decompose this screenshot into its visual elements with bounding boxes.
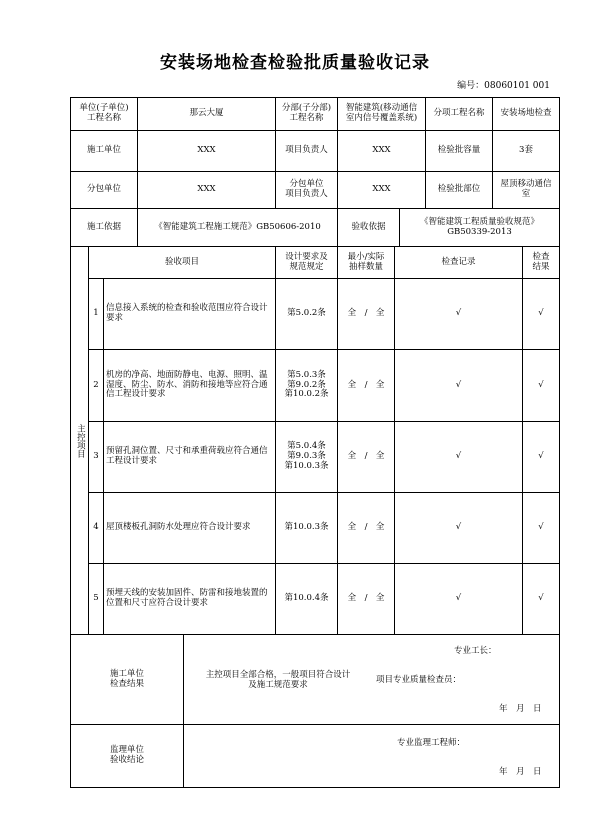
batch-capacity-value: 3套: [493, 131, 559, 172]
row-spec: 第5.0.2条: [276, 279, 338, 350]
row-sample: 全 / 全: [338, 279, 395, 350]
row-number: 1: [89, 279, 104, 350]
project-manager-value: XXX: [338, 131, 426, 172]
row-sample: 全 / 全: [338, 422, 395, 493]
row-result: √: [523, 422, 559, 493]
row-record: √: [395, 279, 523, 350]
supervise-conclusion-area: [184, 725, 559, 787]
acceptance-basis-label: 验收依据: [338, 209, 400, 247]
row-record: √: [395, 422, 523, 493]
supervise-date: 年 月 日: [499, 767, 542, 777]
project-manager-label: 项目负责人: [276, 131, 338, 172]
row-number: 5: [89, 564, 104, 635]
row-sample: 全 / 全: [338, 564, 395, 635]
row-item-text: 机房的净高、地面防静电、电源、照明、温湿度、防尘、防水、消防和接地等应符合通信工程设计要求: [104, 350, 276, 422]
construct-result-area: [184, 635, 559, 725]
item-name-value: 安装场地检查: [493, 98, 559, 131]
acceptance-basis-value: 《智能建筑工程质量验收规范》 GB50339-2013: [400, 209, 559, 247]
document-number: 编号：08060101 001: [457, 81, 550, 91]
subcontract-unit-label: 分包单位: [71, 172, 138, 209]
row-spec: 第10.0.3条: [276, 493, 338, 564]
column-header-sample: 最小/实际 抽样数量: [338, 247, 395, 279]
unit-name-label: 单位(子单位) 工程名称: [71, 98, 138, 131]
row-record: √: [395, 564, 523, 635]
unit-name-value: 那云大厦: [138, 98, 276, 131]
row-spec: 第5.0.4条 第9.0.3条 第10.0.3条: [276, 422, 338, 493]
row-item-text: 信息接入系统的检查和验收范围应符合设计要求: [104, 279, 276, 350]
construct-unit-value: XXX: [138, 131, 276, 172]
supervise-conclusion-label: 监理单位 验收结论: [71, 725, 184, 787]
row-result: √: [523, 279, 559, 350]
batch-capacity-label: 检验批容量: [426, 131, 493, 172]
construct-basis-value: 《智能建筑工程施工规范》GB50606-2010: [138, 209, 338, 247]
construct-result-text: 主控项目全部合格，一般项目符合设计 及施工规范要求: [205, 670, 351, 690]
branch-name-value: 智能建筑(移动通信 室内信号覆盖系统): [338, 98, 426, 131]
row-result: √: [523, 350, 559, 422]
construct-result-label: 施工单位 检查结果: [71, 635, 184, 725]
column-header-result: 检查 结果: [523, 247, 559, 279]
subcontract-unit-value: XXX: [138, 172, 276, 209]
column-header-record: 检查记录: [395, 247, 523, 279]
row-record: √: [395, 350, 523, 422]
row-spec: 第10.0.4条: [276, 564, 338, 635]
row-result: √: [523, 493, 559, 564]
batch-part-label: 检验批部位: [426, 172, 493, 209]
foreman-label: 专业工长：: [454, 646, 497, 656]
row-item-text: 预留孔洞位置、尺寸和承重荷载应符合通信工程设计要求: [104, 422, 276, 493]
construct-basis-label: 施工依据: [71, 209, 138, 247]
row-spec: 第5.0.3条 第9.0.2条 第10.0.2条: [276, 350, 338, 422]
row-item-text: 预埋天线的安装加固件、防雷和接地装置的位置和尺寸应符合设计要求: [104, 564, 276, 635]
item-name-label: 分项工程名称: [426, 98, 493, 131]
row-number: 4: [89, 493, 104, 564]
row-record: √: [395, 493, 523, 564]
construct-date: 年 月 日: [499, 704, 542, 714]
batch-part-value: 屋顶移动通信 室: [493, 172, 559, 209]
subcontract-manager-value: XXX: [338, 172, 426, 209]
row-result: √: [523, 564, 559, 635]
column-header-item: 验收项目: [89, 247, 276, 279]
subcontract-manager-label: 分包单位 项目负责人: [276, 172, 338, 209]
inspection-record-table: [70, 97, 560, 788]
column-header-spec: 设计要求及 规范规定: [276, 247, 338, 279]
row-sample: 全 / 全: [338, 493, 395, 564]
row-item-text: 屋顶楼板孔洞防水处理应符合设计要求: [104, 493, 276, 564]
main-control-group-label: 主控项目: [71, 247, 89, 635]
row-sample: 全 / 全: [338, 350, 395, 422]
page-title: 安装场地检查检验批质量验收记录: [160, 53, 430, 73]
quality-inspector-label: 项目专业质量检查员：: [376, 675, 462, 685]
row-number: 2: [89, 350, 104, 422]
supervising-engineer-label: 专业监理工程师：: [397, 738, 466, 748]
branch-name-label: 分部(子分部) 工程名称: [276, 98, 338, 131]
construct-unit-label: 施工单位: [71, 131, 138, 172]
row-number: 3: [89, 422, 104, 493]
